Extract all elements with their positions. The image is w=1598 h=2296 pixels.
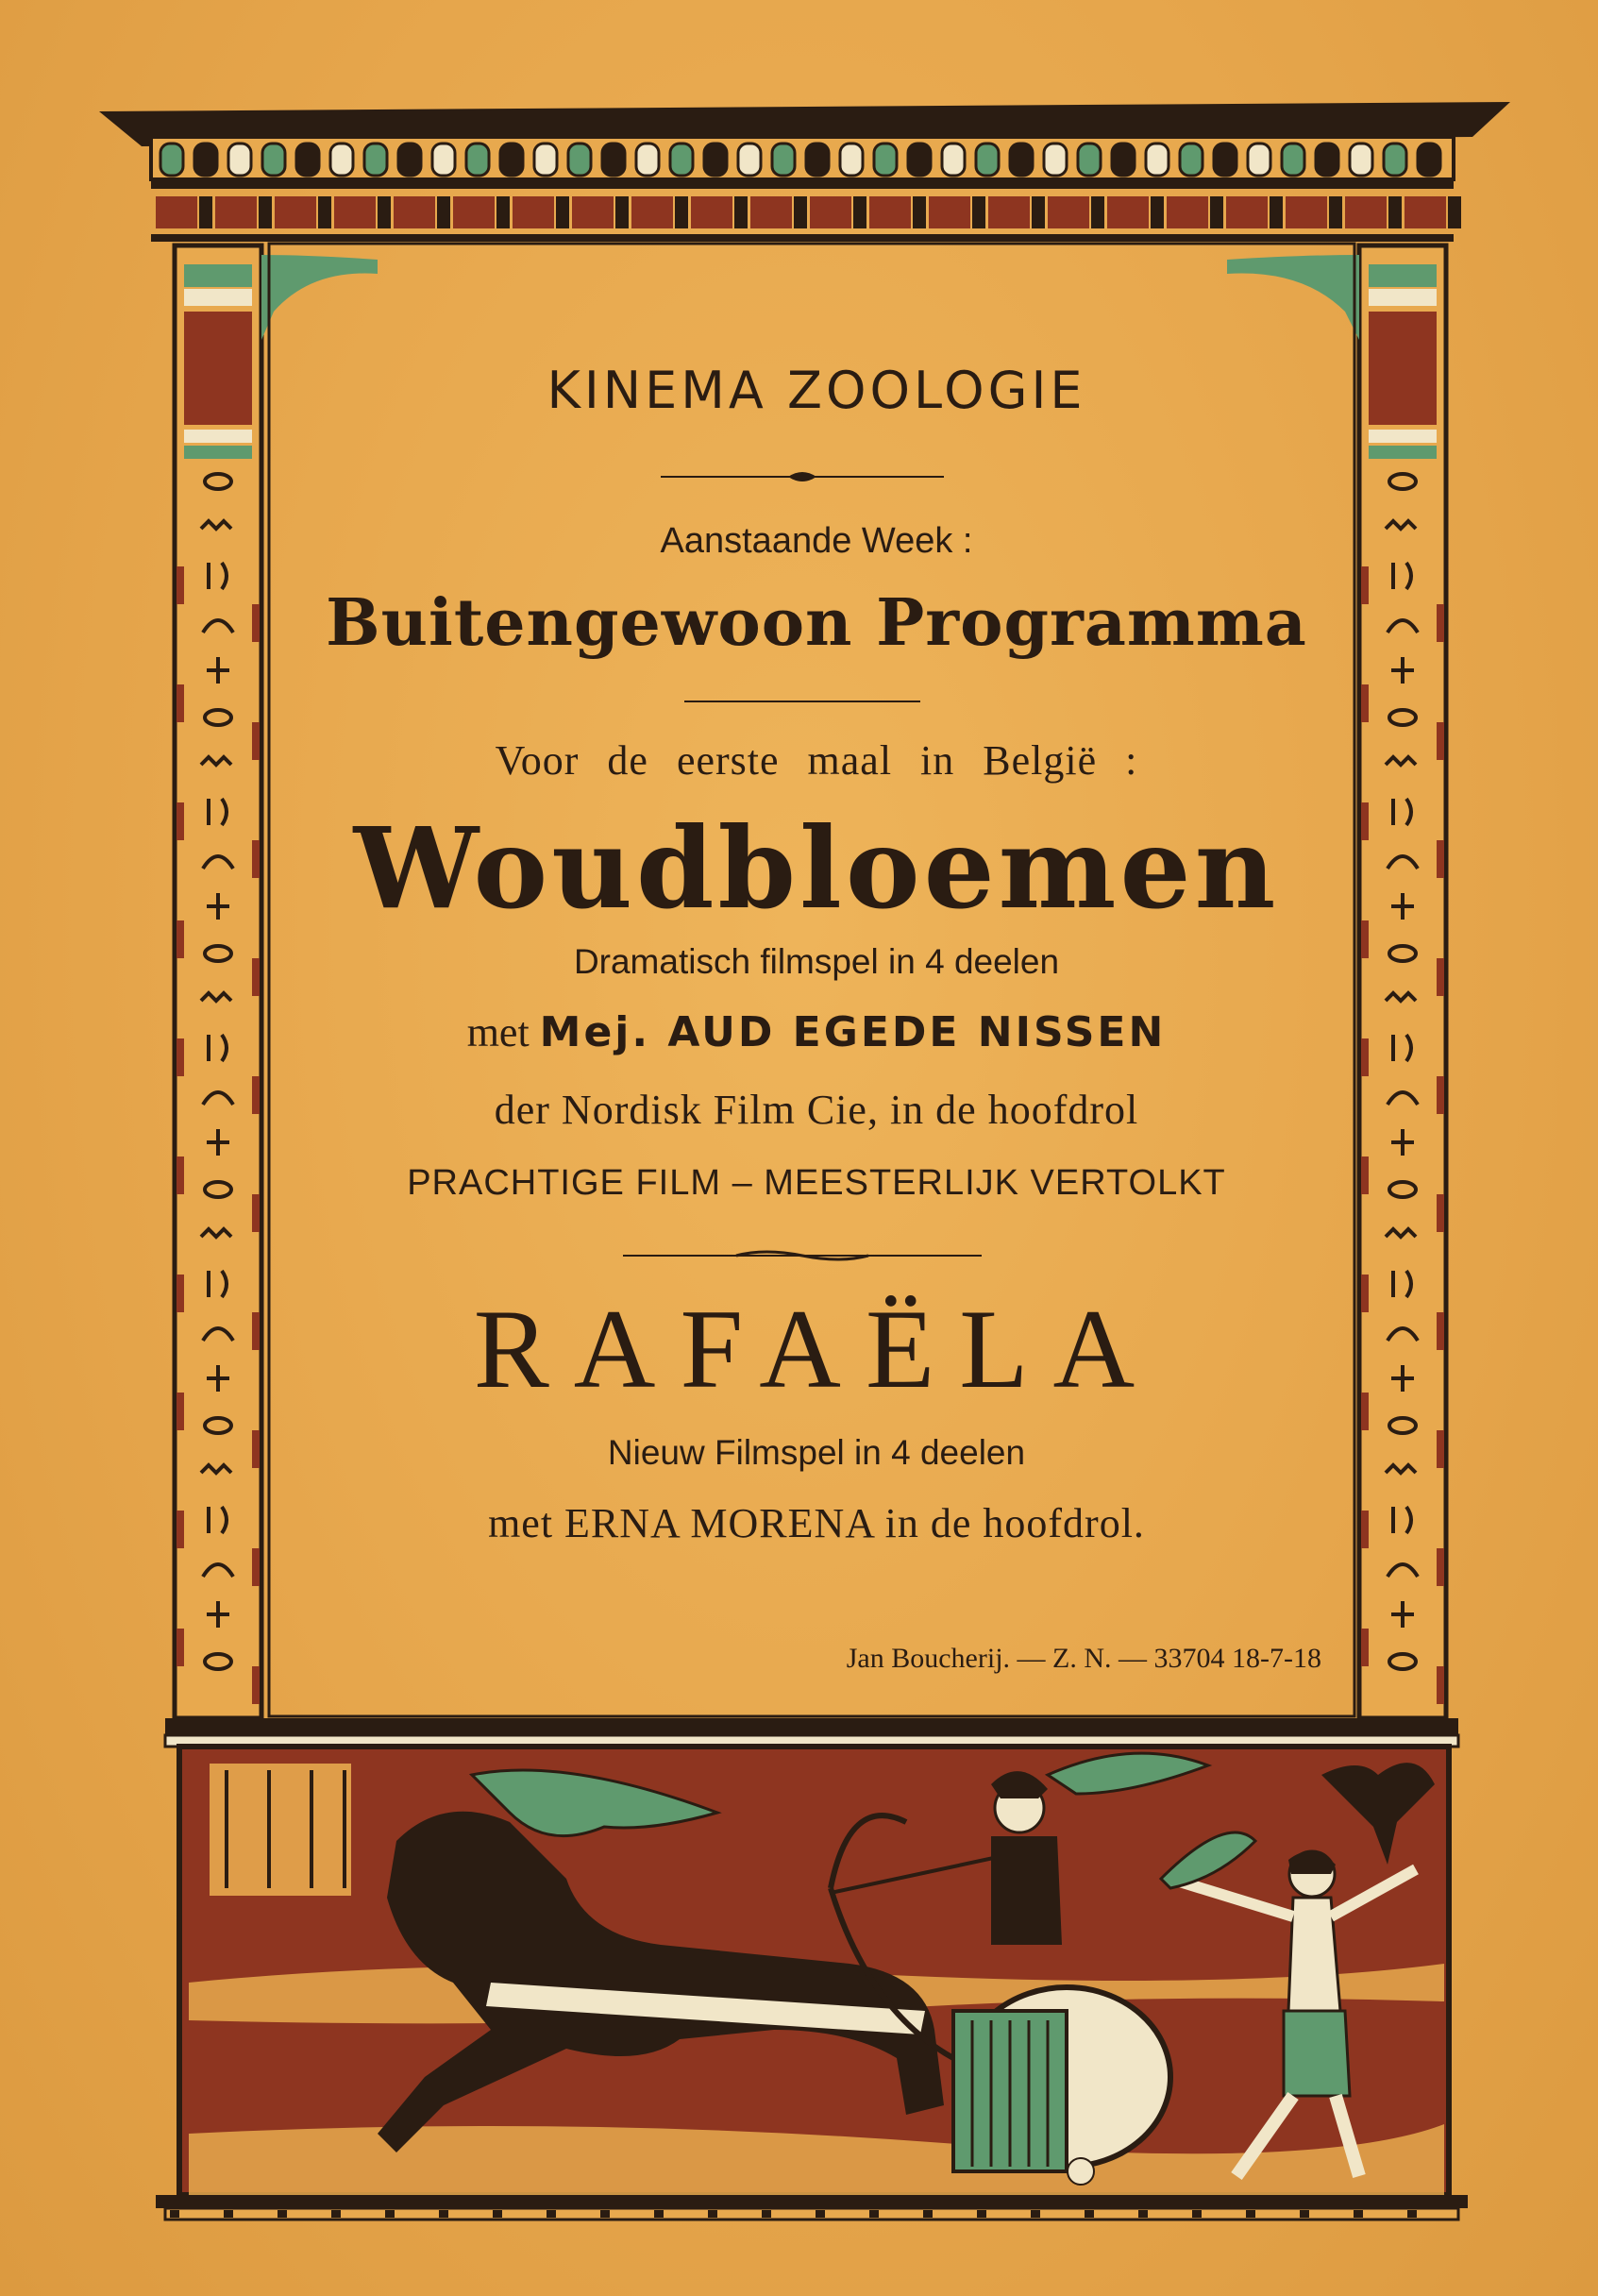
- base-lintel: [165, 1718, 1458, 1747]
- ornament-divider-middle: [623, 1248, 982, 1263]
- chariot-scene-illustration: [179, 1747, 1449, 2195]
- cinema-name: KINEMA ZOOLOGIE: [547, 361, 1086, 420]
- film2-star-line: met ERNA MORENA in de hoofdrol.: [488, 1500, 1145, 1546]
- bottom-sill: [156, 2195, 1468, 2220]
- programme-heading: Buitengewoon Programma: [326, 585, 1307, 661]
- ornament-divider-top: [661, 467, 944, 486]
- upcoming-week-label: Aanstaande Week :: [660, 521, 973, 561]
- film1-star-prefix: met: [466, 1009, 530, 1055]
- film1-intro: Voor de eerste maal in België :: [495, 737, 1138, 784]
- film1-tagline: PRACHTIGE FILM – MEESTERLIJK VERTOLKT: [407, 1163, 1226, 1203]
- film2-title: RAFAËLA: [473, 1286, 1160, 1411]
- right-column: [1227, 245, 1446, 1718]
- left-column: [175, 245, 378, 1718]
- cornice: [99, 102, 1510, 242]
- film1-studio: der Nordisk Film Cie, in de hoofdrol: [494, 1087, 1139, 1133]
- film1-title: Woudbloemen: [353, 802, 1280, 934]
- film1-star-line: [283, 1008, 1350, 1056]
- printer-imprint: Jan Boucherij. — Z. N. — 33704 18-7-18: [846, 1643, 1321, 1674]
- film2-subtitle: Nieuw Filmspel in 4 deelen: [607, 1433, 1026, 1472]
- divider-line: [684, 699, 920, 704]
- film1-star: Mej. AUD EGEDE NISSEN: [539, 1008, 1167, 1056]
- film1-subtitle: Dramatisch filmspel in 4 deelen: [573, 942, 1060, 981]
